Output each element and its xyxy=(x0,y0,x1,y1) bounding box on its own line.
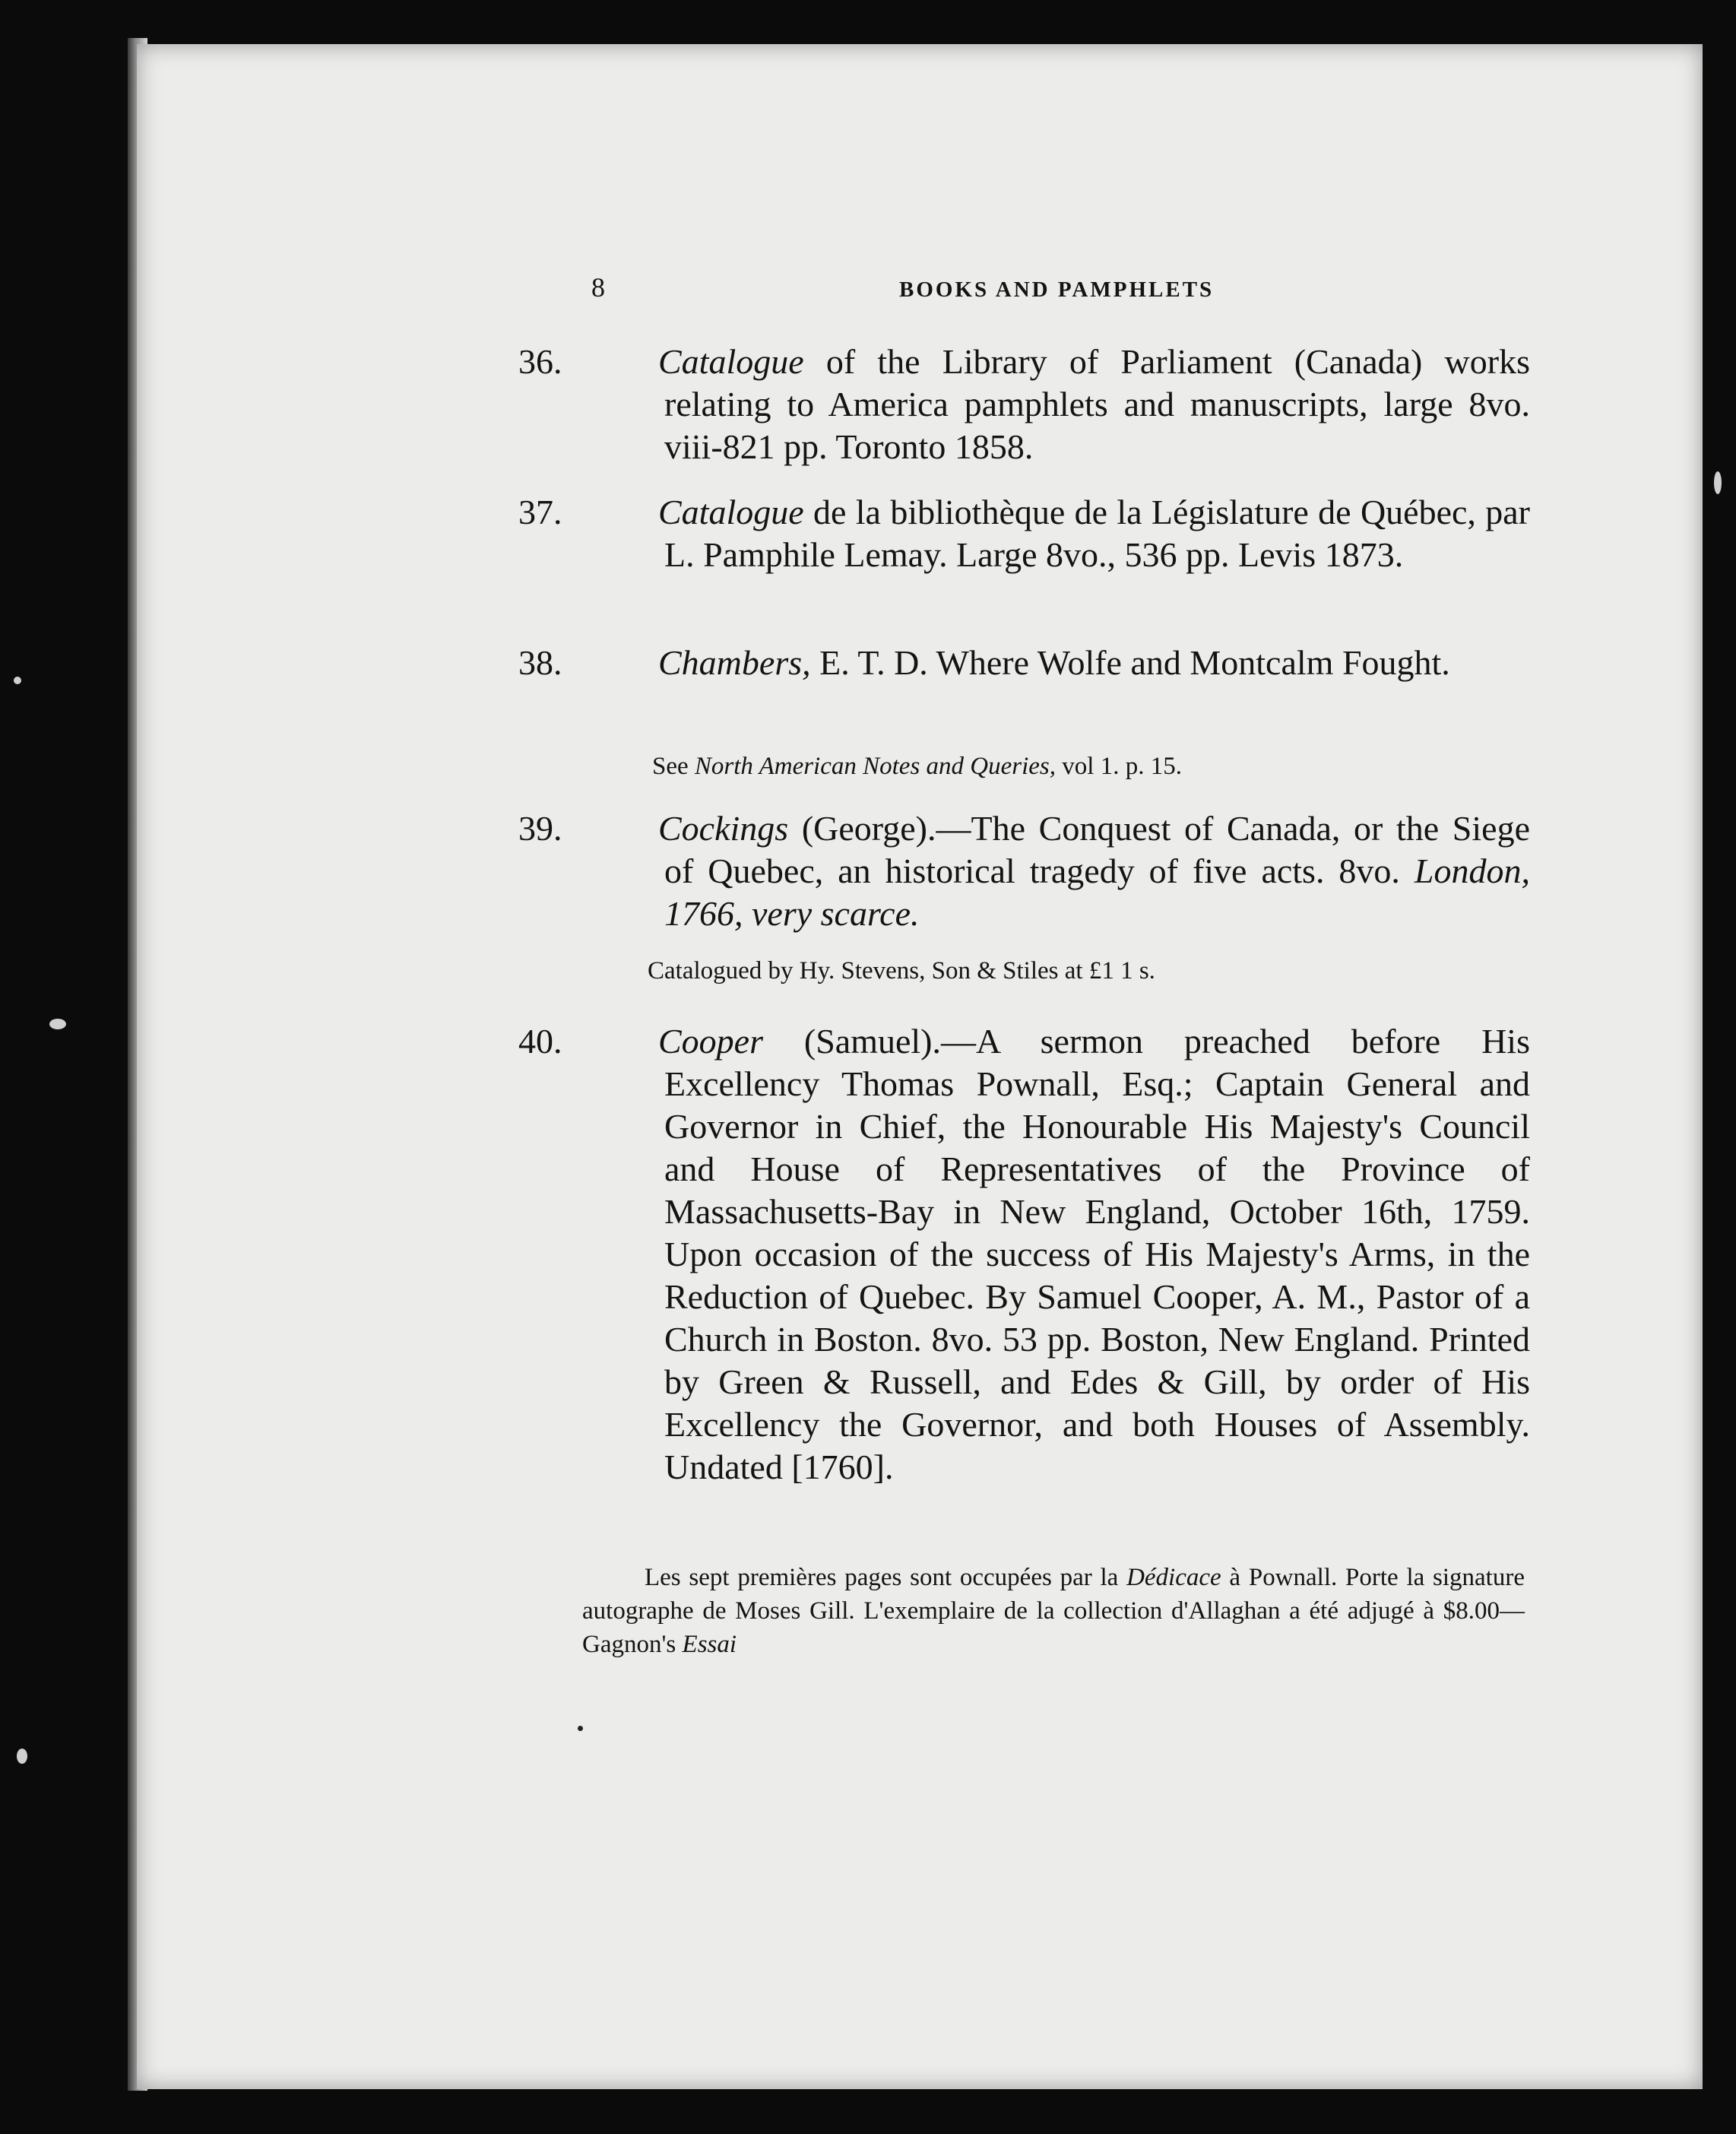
entry-number: 38. xyxy=(518,643,562,682)
entry-text: (George).—The Conquest of Canada, or the Siege of Quebec, an historical tragedy of five acts. 8vo. xyxy=(664,809,1530,890)
running-title: BOOKS AND PAMPHLETS xyxy=(899,277,1215,302)
entry-text: de la bibliothèque de la Législature de Québec, par L. Pamphile Lemay. Large 8vo., 536 pp. Levis 1873. xyxy=(664,493,1530,574)
note-french-part-1: Les sept premières pages sont occupées par la xyxy=(645,1564,1127,1591)
note-see-suffix: vol 1. p. 15. xyxy=(1056,753,1182,780)
note-french-italic-2: Essai xyxy=(682,1631,737,1658)
page-number: 8 xyxy=(591,272,605,303)
scan-speck xyxy=(1714,471,1722,494)
entry-text: (Samuel).—A sermon preached before His Excellency Thomas Pownall, Esq.; Captain General and Governor in Chief, the Honourable His Majesty's Council and House of Representatives of the Province of Massachusetts-Bay in New England, October 16th, 1759. Upon occasion of the success of His Majesty's Arms, in the Reduction of Quebec. By Samuel Cooper, A. M., Pastor of a Church in Boston. 8vo. 53 pp. Boston, New England. Printed by Green & Russell, and Edes & Gill, by order of His Excellency the Governor, and both Houses of Assembly. Undated [1760]. xyxy=(664,1022,1530,1486)
entry-number: 39. xyxy=(518,809,562,848)
note-french xyxy=(582,1561,1525,1661)
entry-text: E. T. D. Where Wolfe and Montcalm Fought. xyxy=(810,643,1450,682)
entry-37 xyxy=(518,491,1530,576)
entry-title: Catalogue xyxy=(658,342,804,381)
page-speck xyxy=(578,1726,583,1731)
page-header xyxy=(591,270,1534,308)
note-french-part-2: à Pownall. Porte la signature autographe de Moses Gill. L'exemplaire de la collection d'Allaghan a été adjugé à $8.00—Gagnon's xyxy=(582,1564,1525,1658)
scan-speck xyxy=(49,1019,66,1029)
note-french-italic: Dédicace xyxy=(1126,1564,1221,1591)
entry-40 xyxy=(518,1020,1530,1489)
entry-38 xyxy=(518,642,1530,684)
entry-number: 40. xyxy=(518,1022,562,1061)
note-catalogued: Catalogued by Hy. Stevens, Son & Stiles at £1 1 s. xyxy=(648,957,1155,985)
entry-36 xyxy=(518,341,1530,468)
entry-title: Catalogue xyxy=(658,493,804,531)
entry-text: of the Library of Parliament (Canada) works relating to America pamphlets and manuscripts, large 8vo. viii-821 pp. Toronto 1858. xyxy=(664,342,1530,466)
scan-speck xyxy=(17,1749,27,1764)
entry-title: Chambers, xyxy=(658,643,811,682)
scan-speck xyxy=(14,677,21,684)
note-see-italic: North American Notes and Queries, xyxy=(694,753,1056,780)
entry-39 xyxy=(518,807,1530,935)
entry-number: 37. xyxy=(518,493,562,531)
note-see-prefix: See xyxy=(652,753,695,780)
entry-title: Cooper xyxy=(658,1022,763,1061)
entry-italic-tail: London, 1766, very scarce. xyxy=(664,851,1530,933)
entry-title: Cockings xyxy=(658,809,789,848)
note-see-also xyxy=(652,750,1182,783)
entry-number: 36. xyxy=(518,342,562,381)
